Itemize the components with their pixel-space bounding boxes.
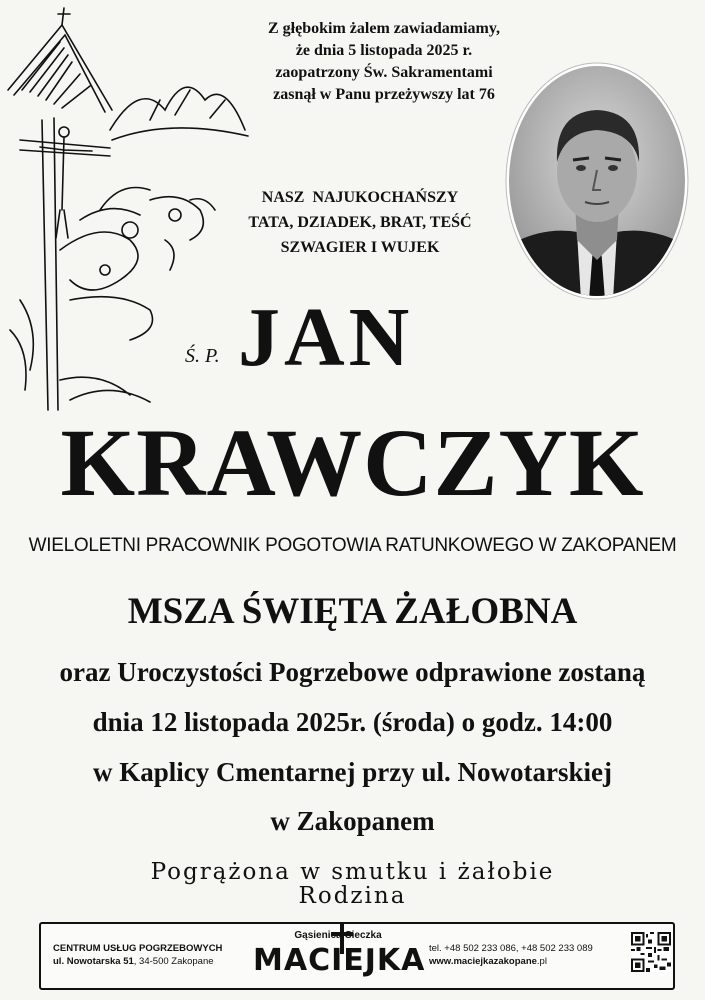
phone-numbers: tel. +48 502 233 086, +48 502 233 089 (429, 943, 593, 954)
brand-subtitle: Gąsienica-Sieczka (294, 930, 382, 941)
address-street: ul. Nowotarska 51 (53, 956, 134, 967)
website-domain: maciejkazakopane (453, 956, 537, 967)
mass-detail-line: oraz Uroczystości Pogrzebowe odprawione zostaną (59, 657, 646, 687)
address-city: , 34-500 Zakopane (133, 956, 214, 967)
company-name: CENTRUM USŁUG POGRZEBOWYCH (53, 943, 223, 954)
footer-company-info (53, 942, 243, 968)
announcement-line: zaopatrzony Św. Sakramentami (275, 64, 493, 81)
brand-logo: MACIEJKA (253, 943, 426, 978)
company-address (53, 955, 243, 968)
mass-detail-line: dnia 12 listopada 2025r. (środa) o godz. 14:00 (92, 707, 613, 737)
relation-line: TATA, DZIADEK, BRAT, TEŚĆ (248, 214, 472, 231)
mourners-line: Rodzina (298, 883, 407, 909)
footer-contact-info (429, 942, 599, 968)
mass-detail-line: w Zakopanem (270, 806, 435, 836)
relation-block (220, 185, 500, 260)
portrait-photo (505, 62, 690, 300)
website-prefix: www. (429, 956, 454, 967)
deceased-prefix: Ś. P. (185, 345, 220, 367)
mass-title: MSZA ŚWIĘTA ŻAŁOBNA (127, 591, 578, 632)
funeral-home-footer (39, 922, 675, 990)
mourners-line: Pogrążona w smutku i żałobie (150, 859, 555, 885)
qr-code-icon (631, 932, 671, 972)
deceased-first-name: JAN (238, 291, 414, 384)
announcement (240, 18, 528, 106)
deceased-last-name: KRAWCZYK (60, 409, 645, 516)
relation-line: SZWAGIER I WUJEK (280, 239, 440, 256)
deceased-occupation: WIELOLETNI PRACOWNIK POGOTOWIA RATUNKOWEGO W ZAKOPANEM (28, 535, 677, 556)
mourners (0, 860, 705, 908)
announcement-line: zasnął w Panu przeżywszy lat 76 (273, 86, 495, 103)
announcement-line: że dnia 5 listopada 2025 r. (295, 42, 473, 59)
website-link[interactable] (429, 955, 599, 968)
relation-line: NASZ NAJUKOCHAŃSZY (261, 189, 459, 206)
announcement-line: Z głębokim żalem zawiadamiamy, (268, 20, 500, 37)
website-suffix: .pl (536, 956, 547, 967)
mass-detail-line: w Kaplicy Cmentarnej przy ul. Nowotarskiej (93, 757, 612, 787)
